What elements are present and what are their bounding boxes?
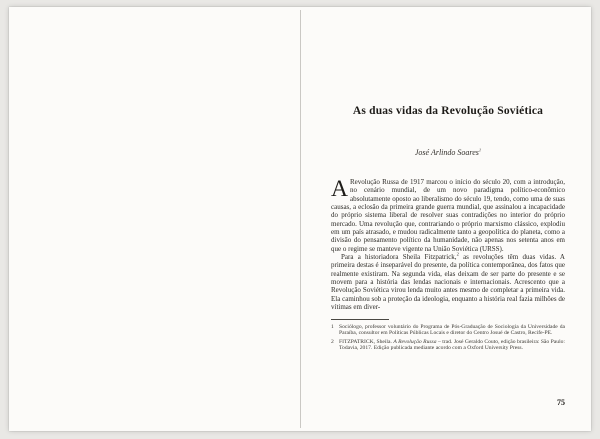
author-byline	[331, 148, 565, 157]
paragraph-1-text: Revolução Russa de 1917 marcou o início do século 20, com a introdução, no cenário mundial, de um novo paradigma político-econômico absolutamente oposto ao liberalismo do século 19, tendo, como uma de suas causas, a eclosão da primeira grande guerra mundial, que assinalou a incapacidade do próprio sistema liberal de resolver suas contradições no interior do próprio mercado. Uma revolução que, contrariando o próprio marxismo clássico, explodiu em um país atrasado, e mudou radicalmente tanto a geopolítica do planeta, como a divisão do pensamento político da humanidade, não apenas nos setenta anos em que o regime se manteve vigente na União Soviética (URSS).	[331, 178, 565, 253]
paragraph-1	[331, 178, 565, 253]
footnote-1	[331, 324, 565, 338]
footnote-ref-2: 2	[456, 251, 459, 257]
drop-cap: A	[331, 176, 348, 202]
paragraph-2-text: Para a historiadora Sheila Fitzpatrick,	[341, 253, 457, 262]
paragraph-2	[331, 253, 565, 311]
footnote-2-book-title: A Revolução Russa	[393, 338, 437, 345]
right-page	[301, 7, 591, 431]
footnote-divider-rule	[331, 319, 389, 320]
paragraph-2-text-cont: as revoluções têm duas vidas. A primeira destas é inseparável do presente, da política contemporânea, dos fatos que realmente existiram. Na segunda vida, elas deixam de ser parte do presente e se movem para a história das lendas nacionais e internacionais. Acrescento que a Revolução Soviética virou lenda muito antes mesmo de completar a primeira vida. Ela caminhou sob a proteção da ideologia, enquanto a história real fazia milhões de vítimas em diver-	[331, 253, 565, 312]
book-spread	[9, 7, 591, 431]
footnote-1-text: Sociólogo, professor voluntário do Programa de Pós-Graduação de Sociologia da Universidade da Paraíba, consultor em Políticas Públicas Locais e diretor do Centro Josué de Castro, Recife-PE.	[339, 323, 565, 337]
footnote-2-text-cont: – trad. José Geraldo Couto, edição brasileira: São Paulo: Todavia, 2017. Edição publicada mediante acordo com a Oxford University Press.	[339, 338, 565, 352]
page-number: 75	[557, 398, 565, 407]
text-column	[331, 105, 565, 354]
footnote-2	[331, 339, 565, 353]
author-name: José Arlindo Soares	[414, 148, 479, 157]
footnote-2-number: 2	[331, 338, 334, 345]
author-footnote-ref: 1	[478, 147, 482, 153]
article-title: As duas vidas da Revolução Soviética	[352, 105, 544, 117]
footnote-2-text: FITZPATRICK, Sheila.	[339, 338, 394, 345]
left-page-blank	[9, 7, 299, 431]
footnote-1-number: 1	[331, 323, 334, 330]
